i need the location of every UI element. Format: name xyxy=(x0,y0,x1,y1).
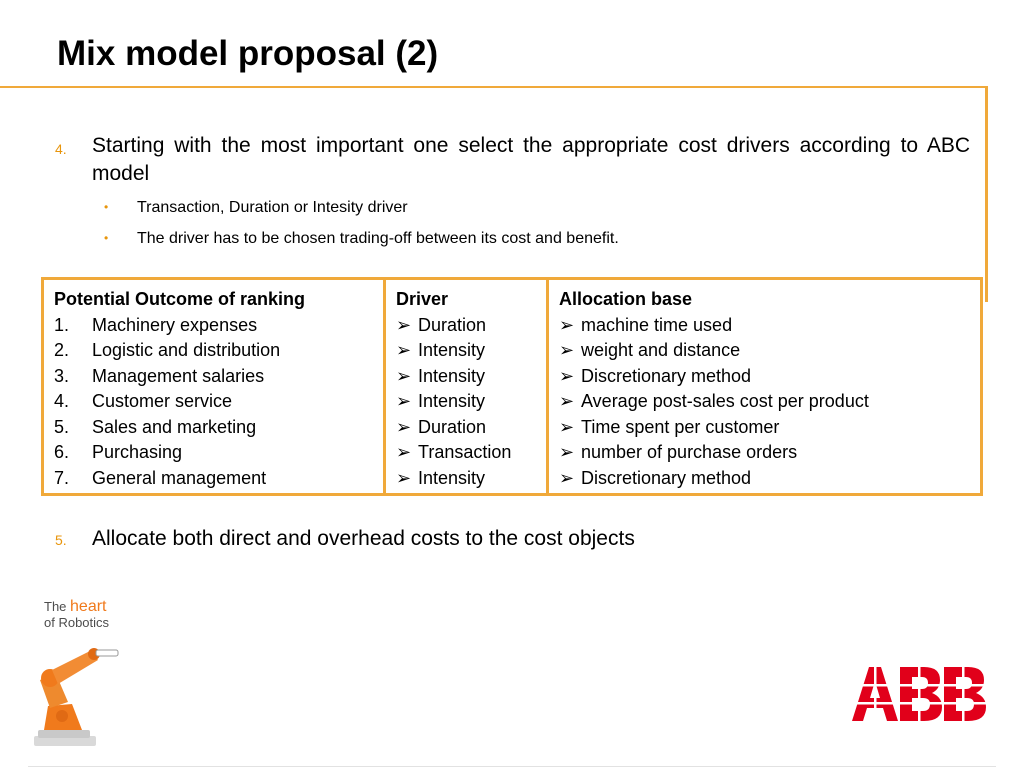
outcome-row xyxy=(54,440,383,466)
arrow-bullet-icon: ➢ xyxy=(559,365,575,386)
outcome-row xyxy=(54,389,383,415)
tagline-heart: heart xyxy=(70,598,107,615)
driver-row xyxy=(396,313,546,339)
outcome-header: Potential Outcome of ranking xyxy=(54,289,306,309)
driver-row xyxy=(396,466,546,492)
arrow-bullet-icon: ➢ xyxy=(396,314,412,335)
allocation-row xyxy=(559,389,980,415)
allocation-row xyxy=(559,338,980,364)
arrow-bullet-icon: ➢ xyxy=(559,391,575,411)
driver-row xyxy=(396,338,546,364)
outcome-label: General management xyxy=(92,467,267,488)
allocation-row xyxy=(559,466,980,492)
outcome-label: Logistic and distribution xyxy=(92,340,281,360)
arrow-bullet-icon: ➢ xyxy=(559,467,575,488)
outcome-row xyxy=(54,466,383,492)
outcome-label: Sales and marketing xyxy=(92,416,257,437)
driver-label: Intensity xyxy=(418,340,486,360)
allocation-column xyxy=(549,280,980,493)
item-5-number: 5. xyxy=(55,532,67,548)
driver-header: Driver xyxy=(396,289,449,309)
arrow-bullet-icon: ➢ xyxy=(396,442,412,462)
item-4-text: Starting with the most important one select the appropriate cost drivers according to ABC model xyxy=(92,134,970,185)
bullet-dot-icon: • xyxy=(104,231,109,245)
outcome-row xyxy=(54,338,383,364)
row-number: 3. xyxy=(54,365,70,386)
driver-row xyxy=(396,364,546,390)
arrow-bullet-icon: ➢ xyxy=(396,467,412,488)
outcome-row xyxy=(54,313,383,339)
industrial-robot-arm-icon xyxy=(30,640,126,750)
row-number: 5. xyxy=(54,416,70,437)
arrow-bullet-icon: ➢ xyxy=(559,340,575,360)
title-divider-vertical xyxy=(985,86,988,302)
heart-of-robotics-logo xyxy=(44,599,109,631)
allocation-row xyxy=(559,440,980,466)
outcome-row xyxy=(54,415,383,441)
driver-row xyxy=(396,389,546,415)
item-5-text: Allocate both direct and overhead costs to the cost objects xyxy=(92,527,635,550)
driver-row xyxy=(396,415,546,441)
sub-bullet-item xyxy=(104,198,619,217)
outcome-label: Management salaries xyxy=(92,365,265,386)
bullet-dot-icon: • xyxy=(104,200,109,214)
arrow-bullet-icon: ➢ xyxy=(396,416,412,437)
footer-divider xyxy=(28,766,996,767)
item-4-number: 4. xyxy=(55,141,67,157)
arrow-bullet-icon: ➢ xyxy=(559,314,575,335)
title-divider xyxy=(0,86,988,88)
item-4-sub-bullets xyxy=(104,198,619,260)
driver-label: Duration xyxy=(418,416,487,437)
allocation-row xyxy=(559,415,980,441)
allocation-label: Discretionary method xyxy=(581,365,752,386)
allocation-row xyxy=(559,313,980,339)
arrow-bullet-icon: ➢ xyxy=(559,442,575,462)
row-number: 2. xyxy=(54,340,70,360)
allocation-label: number of purchase orders xyxy=(581,442,798,462)
allocation-row xyxy=(559,364,980,390)
driver-label: Intensity xyxy=(418,391,486,411)
tagline-rest: of Robotics xyxy=(44,615,110,630)
outcome-label: Purchasing xyxy=(92,442,183,462)
row-number: 1. xyxy=(54,314,70,335)
driver-label: Intensity xyxy=(418,365,486,386)
driver-column xyxy=(386,280,549,493)
row-number: 6. xyxy=(54,442,70,462)
driver-row xyxy=(396,440,546,466)
arrow-bullet-icon: ➢ xyxy=(396,340,412,360)
row-number: 7. xyxy=(54,467,70,488)
slide-title: Mix model proposal (2) xyxy=(57,34,439,73)
outcome-column xyxy=(44,280,386,493)
driver-label: Intensity xyxy=(418,467,486,488)
sub-bullet-text: Transaction, Duration or Intesity driver xyxy=(137,199,408,216)
allocation-label: Time spent per customer xyxy=(581,416,780,437)
outcome-label: Machinery expenses xyxy=(92,314,258,335)
outcome-label: Customer service xyxy=(92,391,233,411)
driver-label: Duration xyxy=(418,314,487,335)
row-number: 4. xyxy=(54,391,70,411)
driver-label: Transaction xyxy=(418,442,512,462)
allocation-label: weight and distance xyxy=(581,340,741,360)
sub-bullet-item xyxy=(104,229,619,248)
sub-bullet-text: The driver has to be chosen trading-off between its cost and benefit. xyxy=(137,230,619,247)
arrow-bullet-icon: ➢ xyxy=(559,416,575,437)
abb-logo xyxy=(852,667,986,721)
allocation-label: Average post-sales cost per product xyxy=(581,391,869,411)
allocation-label: machine time used xyxy=(581,314,733,335)
arrow-bullet-icon: ➢ xyxy=(396,391,412,411)
outcome-row xyxy=(54,364,383,390)
arrow-bullet-icon: ➢ xyxy=(396,365,412,386)
allocation-header: Allocation base xyxy=(559,289,693,309)
tagline-the: The xyxy=(44,599,67,614)
allocation-label: Discretionary method xyxy=(581,467,752,488)
cost-driver-table xyxy=(41,277,983,496)
